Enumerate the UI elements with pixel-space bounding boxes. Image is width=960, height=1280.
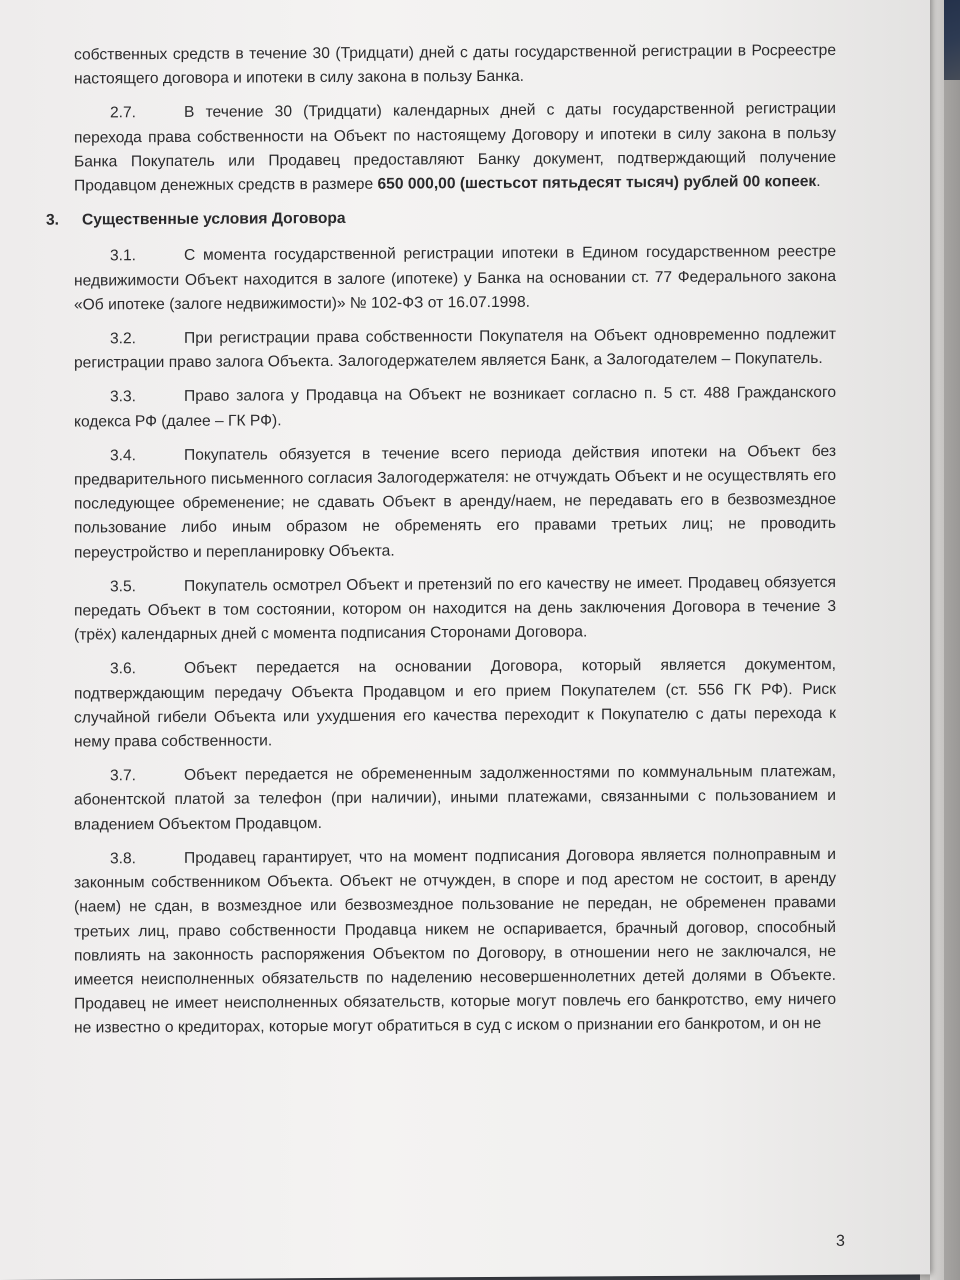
clause-number: 3.5. bbox=[110, 578, 137, 596]
section-number: 3. bbox=[46, 211, 60, 229]
intro-text: собственных средств в течение 30 (Тридцати) дней с даты государственной регистрации в Росреестре настоящего договора и ипотеки в силу закона в пользу Банка. bbox=[74, 41, 836, 88]
page-number: 3 bbox=[836, 1232, 845, 1250]
page-edge bbox=[930, 0, 944, 1280]
clause-text: Объект передается на основании Договора, который является документом, подтверждающим передачу Объекта Продавцом и его прием Покупателем (ст. 556 ГК РФ). Риск случайной гибели Объекта или ухудшения его качества переходит к Покупателю с даты перехода к нему права собственности. bbox=[74, 656, 836, 751]
clause-number: 3.2. bbox=[110, 330, 137, 348]
clause-3-6 bbox=[74, 653, 836, 754]
clause-number: 3.1. bbox=[110, 247, 137, 265]
clause-3-8 bbox=[74, 843, 836, 1041]
clause-number: 2.7. bbox=[110, 104, 137, 122]
section-title: Существенные условия Договора bbox=[82, 210, 346, 229]
clause-number: 3.6. bbox=[110, 660, 137, 678]
clause-text: Покупатель обязуется в течение всего периода действия ипотеки на Объект без предварительного письменного согласия Залогодержателя: не отчуждать Объект и не осуществлять его последующее обременение; не сдавать Объект в аренду/наем, не передавать его в безвозмездное пользование либо иным образом не обременять его правами третьих лиц; не проводить переустройство и перепланировку Объекта. bbox=[74, 442, 836, 562]
clause-text: Покупатель осмотрел Объект и претензий по его качеству не имеет. Продавец обязуется передать Объект в том состоянии, котором он находится на день заключения Договора в течение 3 (трёх) календарных дней с момента подписания Сторонами Договора. bbox=[74, 573, 836, 644]
clause-3-5 bbox=[74, 571, 836, 648]
clause-number: 3.8. bbox=[110, 850, 137, 868]
clause-text: Продавец гарантирует, что на момент подписания Договора является полноправным и законным собственником Объекта. Объект не отчужден, в споре и под арестом не состоит, в аренду (наем) не сдан, в возмездное или безвозмездное пользование не передан, не обременен правами третьих лиц, право собственности Продавца никем не оспаривается, брачный договор, способный повлиять на законность распоряжения Объектом по Договору, в отношении него не заключался, не имеется неисполненных обязательств по наделению несовершеннолетних детей долями в Объекте. Продавец не имеет неисполненных обязательств, которые могут повлечь его банкротство, ему ничего не известно о кредиторах, которые могут обратиться в суд с иском о признании его банкротом, и он не bbox=[74, 845, 836, 1037]
clause-2-7 bbox=[74, 97, 836, 198]
clause-text: Объект передается не обремененным задолженностями по коммунальным платежам, абонентской платой за телефон (при наличии), иными платежами, связанными с пользованием и владением Объектом Продавцом. bbox=[74, 763, 836, 834]
clause-3-1 bbox=[74, 240, 836, 317]
clause-text: В течение 30 (Тридцати) календарных дней с даты государственной регистрации перехода права собственности на Объект по настоящему Договору и ипотеки в силу закона в пользу Банка Покупатель или Продавец предоставляют Банку документ, подтверждающий получение Продавцом денежных средств в размере bbox=[74, 100, 836, 195]
clause-3-3 bbox=[74, 381, 836, 434]
clause-text: Право залога у Продавца на Объект не возникает согласно п. 5 ст. 488 Гражданского кодекса РФ (далее – ГК РФ). bbox=[74, 384, 836, 431]
clause-number: 3.7. bbox=[110, 767, 137, 785]
document-body bbox=[46, 39, 836, 1051]
section-3-heading bbox=[46, 204, 836, 233]
clause-3-2 bbox=[74, 323, 836, 376]
clause-3-4 bbox=[74, 440, 836, 566]
clause-text: При регистрации права собственности Покупателя на Объект одновременно подлежит регистрации право залога Объекта. Залогодержателем является Банк, а Залогодателем – Покупатель. bbox=[74, 325, 836, 372]
intro-paragraph bbox=[74, 39, 836, 92]
clause-text-end: . bbox=[816, 173, 821, 191]
clause-3-7 bbox=[74, 760, 836, 837]
clause-bold-amount: 650 000,00 (шестьсот пятьдесят тысяч) рублей 00 копеек bbox=[377, 173, 817, 193]
clause-text: С момента государственной регистрации ипотеки в Едином государственном реестре недвижимости Объект находится в залоге (ипотеке) у Банка на основании ст. 77 Федерального закона «Об ипотеке (залоге недвижимости)» № 102-ФЗ от 16.07.1998. bbox=[74, 243, 836, 314]
clause-number: 3.4. bbox=[110, 447, 137, 465]
clause-number: 3.3. bbox=[110, 388, 137, 406]
